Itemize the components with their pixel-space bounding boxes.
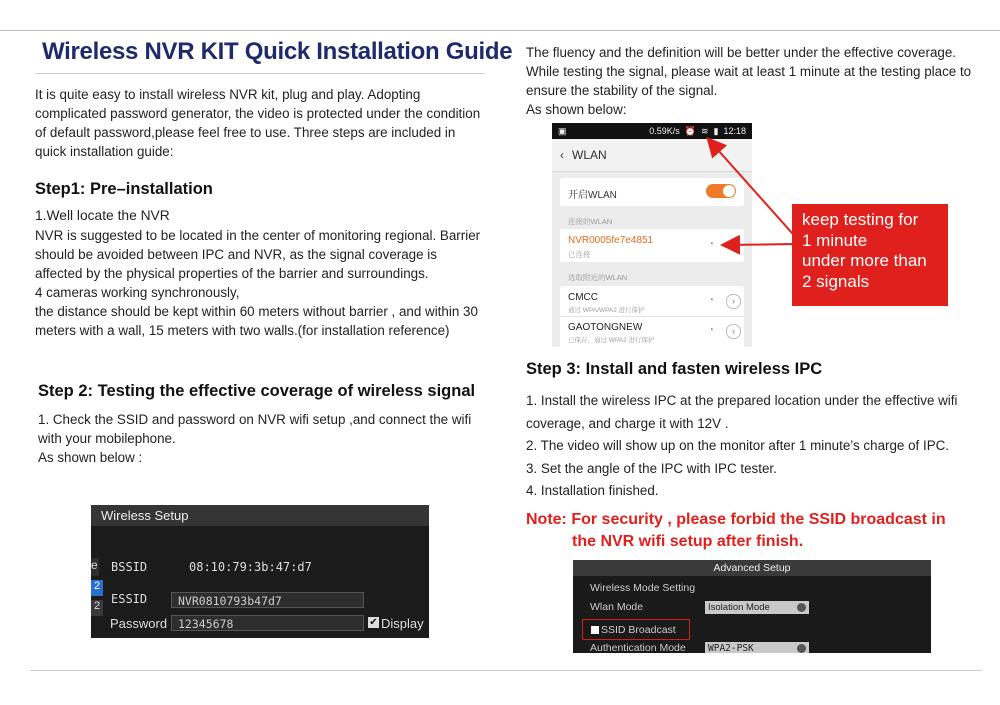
advanced-setup-title: Advanced Setup — [573, 560, 931, 576]
arrow-to-status-icon — [709, 140, 800, 242]
chevron-right-icon[interactable]: › — [726, 324, 741, 339]
step1-line: should be avoided between IPC and NVR, as the signal coverage is — [35, 247, 437, 262]
intro-line: It is quite easy to install wireless NVR kit, plug and play. Adopting — [35, 87, 421, 102]
back-icon[interactable]: ‹ — [560, 148, 564, 162]
note-line: the NVR wifi setup after finish. — [572, 533, 804, 550]
page-title: Wireless NVR KIT Quick Installation Guide — [42, 38, 513, 65]
network-security: 已保存，通过 WPA2 进行保护 — [568, 337, 655, 344]
network-ssid: GAOTONGNEW — [568, 322, 643, 333]
wlan-mode-label: Wlan Mode — [590, 601, 644, 613]
step1-line: the distance should be kept within 60 meters without barrier , and within 30 — [35, 304, 478, 319]
wireless-mode-setting-label: Wireless Mode Setting — [590, 582, 696, 594]
wlan-mode-select[interactable] — [705, 601, 809, 614]
connected-status: 已连接 — [568, 250, 591, 259]
step3-line: 4. Installation finished. — [526, 483, 659, 499]
wifi-status-icon: ≋ — [700, 125, 709, 136]
chevron-right-icon[interactable]: › — [726, 294, 741, 309]
essid-field[interactable]: NVR0810793b47d7 — [171, 592, 364, 608]
status-speed: 0.59K/s — [649, 126, 680, 136]
intro-line: complicated password generator, the video is protected under the condition — [35, 106, 481, 121]
callout-line: under more than — [802, 251, 927, 270]
wlan-mode-value: Isolation Mode — [708, 602, 770, 613]
display-checkbox[interactable]: ✔ — [369, 617, 378, 628]
wlan-toggle-label: 开启WLAN — [568, 190, 617, 201]
connected-section-label: 连接的WLAN — [568, 217, 613, 226]
wifi-signal-icon: ◔ — [708, 239, 715, 250]
notification-icon: ▣ — [558, 125, 567, 136]
wlan-title: WLAN — [572, 148, 607, 162]
battery-icon: ▮ — [713, 125, 719, 136]
arrow-to-signal-icon — [724, 244, 798, 245]
step1-line: 4 cameras working synchronously, — [35, 285, 240, 300]
step1-line: NVR is suggested to be located in the center of monitoring regional. Barrier — [35, 228, 481, 243]
ssid-broadcast-checkbox[interactable] — [591, 626, 599, 634]
step3-heading: Step 3: Install and fasten wireless IPC — [526, 360, 823, 378]
password-label: Password — [110, 616, 168, 631]
step2-line: with your mobilephone. — [38, 431, 176, 446]
intro-line: of default password,please feel free to use. Three steps are included in — [35, 125, 456, 140]
right-intro-line: The fluency and the definition will be better under the effective coverage. — [526, 45, 957, 60]
choose-section-label: 选取附近的WLAN — [568, 273, 628, 282]
ssid-broadcast-label: SSID Broadcast — [601, 624, 676, 636]
network-ssid: CMCC — [568, 292, 598, 303]
step2-line: 1. Check the SSID and password on NVR wifi setup ,and connect the wifi — [38, 412, 472, 427]
step3-body — [526, 390, 986, 503]
bssid-value: 08:10:79:3b:47:d7 — [189, 560, 312, 574]
step1-line: meters with a wall, 15 meters with two walls.(for installation reference) — [35, 323, 450, 338]
dropdown-icon — [797, 603, 806, 612]
network-security: 通过 WPA/WPA2 进行保护 — [568, 307, 645, 314]
wifi-signal-icon: ◔ — [708, 325, 715, 336]
step3-line: 2. The video will show up on the monitor after 1 minute’s charge of IPC. — [526, 438, 950, 454]
wireless-setup-title: Wireless Setup — [91, 505, 429, 526]
display-label: Display — [381, 616, 424, 631]
advanced-setup-panel — [573, 560, 931, 653]
left-tab[interactable]: 2 — [91, 600, 103, 616]
left-tab-active[interactable]: 2 — [91, 580, 103, 596]
dropdown-icon — [797, 644, 806, 653]
status-time: 12:18 — [723, 126, 746, 136]
security-note — [526, 509, 946, 553]
callout-line: 1 minute — [802, 230, 868, 250]
intro-line: quick installation guide: — [35, 144, 174, 159]
connected-ssid: NVR0005fe7e4851 — [568, 235, 654, 246]
right-intro-line: As shown below: — [526, 102, 627, 117]
left-tab: e — [91, 558, 99, 576]
step3-line: 1. Install the wireless IPC at the prepared location under the effective wifi — [526, 393, 958, 408]
step1-heading: Step1: Pre–installation — [35, 180, 213, 198]
callout-line: 2 signals — [802, 271, 870, 291]
authentication-mode-label: Authentication Mode — [590, 642, 686, 653]
authentication-mode-select[interactable] — [705, 642, 809, 653]
step2-line: As shown below : — [38, 450, 143, 465]
step1-line: affected by the physical properties of the barrier and surroundings. — [35, 266, 429, 281]
essid-label: ESSID — [111, 592, 148, 606]
step1-subheading: 1.Well locate the NVR — [35, 208, 170, 223]
step3-line: coverage, and charge it with 12V . — [526, 415, 729, 431]
bssid-label: BSSID — [111, 560, 148, 574]
password-field[interactable]: 12345678 — [171, 615, 364, 631]
alarm-icon: ⏰ — [684, 125, 696, 136]
note-line: Note: For security , please forbid the SSID broadcast in — [526, 511, 946, 528]
callout-line: keep testing for — [802, 210, 919, 229]
step2-heading: Step 2: Testing the effective coverage of wireless signal — [38, 382, 476, 400]
callout-box — [792, 204, 948, 306]
right-intro-line: While testing the signal, please wait at least 1 minute at the testing place to — [526, 64, 972, 79]
authentication-mode-value: WPA2-PSK — [708, 643, 754, 653]
wifi-signal-icon: ◔ — [708, 295, 715, 306]
right-intro-line: ensure the stability of the signal. — [526, 83, 718, 98]
step3-line: 3. Set the angle of the IPC with IPC tester. — [526, 460, 777, 476]
